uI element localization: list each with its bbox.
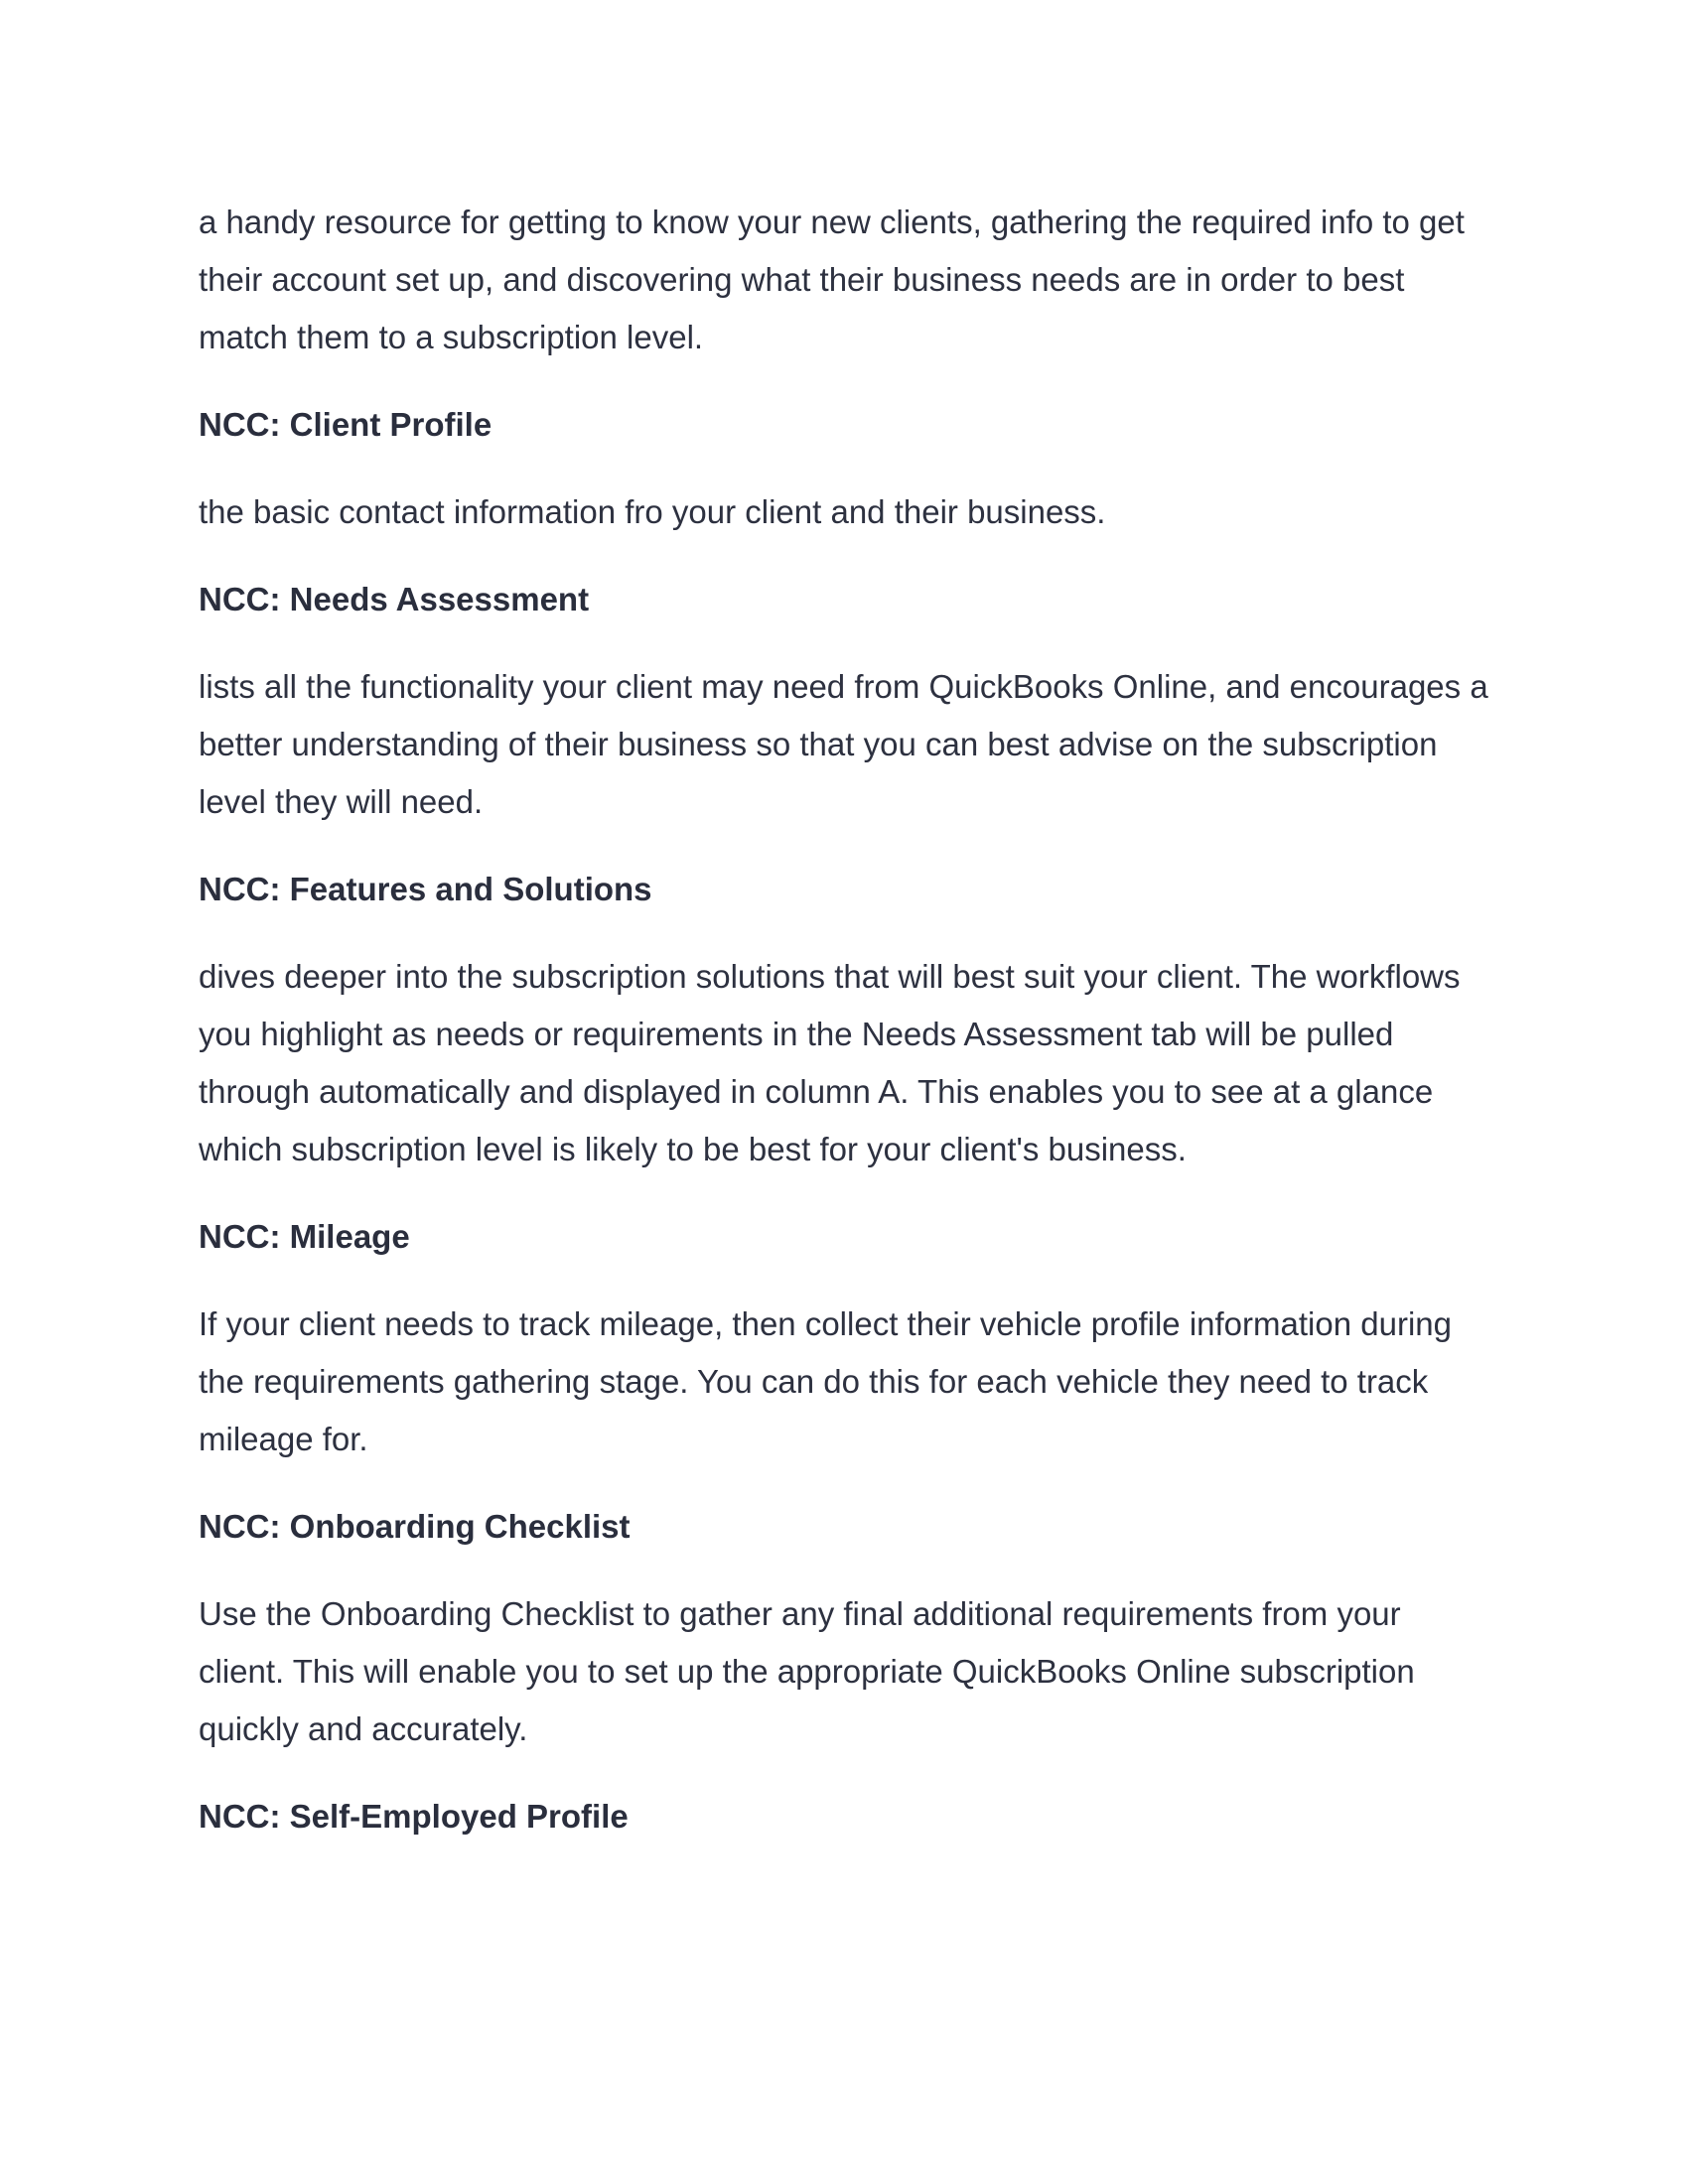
section-heading-features-solutions: NCC: Features and Solutions (199, 871, 652, 907)
section-heading-client-profile: NCC: Client Profile (199, 406, 492, 443)
section-heading-onboarding-checklist: NCC: Onboarding Checklist (199, 1508, 631, 1545)
section-heading-mileage: NCC: Mileage (199, 1218, 410, 1255)
document-page (199, 194, 1489, 1875)
section-heading-self-employed-profile: NCC: Self-Employed Profile (199, 1798, 629, 1835)
section-body-mileage: If your client needs to track mileage, then collect their vehicle profile information during the requirements gathering stage. You can do this for each vehicle they need to track mileage for. (199, 1305, 1452, 1457)
section-body-onboarding-checklist: Use the Onboarding Checklist to gather any final additional requirements from your client. This will enable you to set up the appropriate QuickBooks Online subscription quickly and accurately. (199, 1595, 1415, 1747)
section-body-needs-assessment: lists all the functionality your client may need from QuickBooks Online, and encourages a better understanding of their business so that you can best advise on the subscription level they will need. (199, 668, 1488, 820)
section-heading-needs-assessment: NCC: Needs Assessment (199, 581, 590, 617)
section-body-features-solutions: dives deeper into the subscription solutions that will best suit your client. The workflows you highlight as needs or requirements in the Needs Assessment tab will be pulled through automatically and displayed in column A. This enables you to see at a glance which subscription level is likely to be best for your client's business. (199, 958, 1461, 1167)
intro-paragraph: a handy resource for getting to know your new clients, gathering the required info to get their account set up, and discovering what their business needs are in order to best match them to a subscription level. (199, 204, 1465, 355)
section-body-client-profile: the basic contact information fro your client and their business. (199, 493, 1106, 530)
